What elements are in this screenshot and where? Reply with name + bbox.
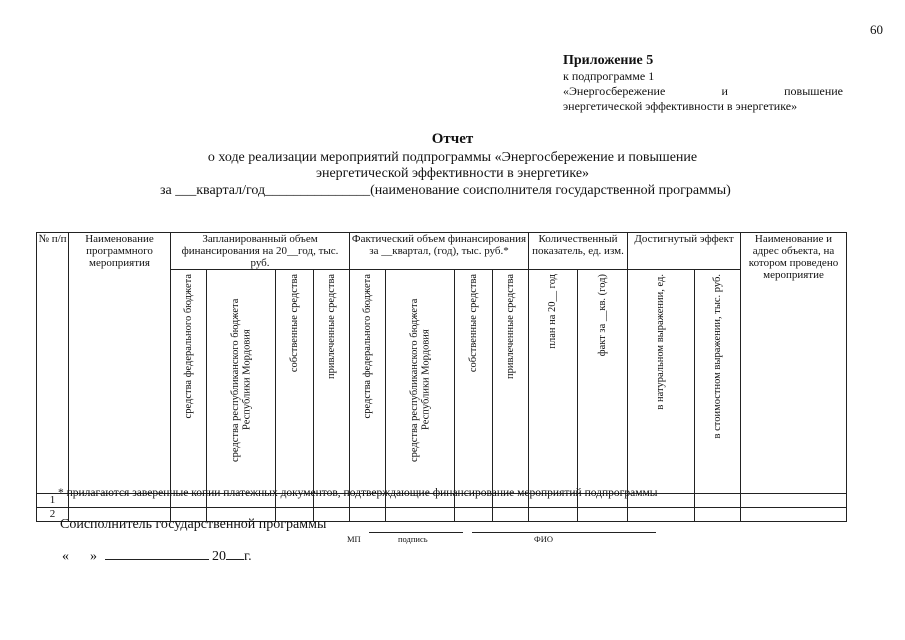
sub-header-cost: в стоимостном выражении, тыс. руб.: [695, 270, 741, 494]
header-num: № п/п: [37, 233, 69, 494]
report-subtitle-line-2: энергетической эффективности в энергетике»: [315, 166, 590, 181]
sub-header-planned-attracted: привлеченные средства: [314, 270, 350, 494]
appendix-line-2: «Энергосбережение и повышение: [563, 84, 843, 98]
appendix-line-3: энергетической эффективности в энергетике»: [563, 99, 798, 113]
sub-header-fact: факт за __кв. (год): [578, 270, 628, 494]
row-number: 2: [37, 508, 69, 522]
header-actual: Фактический объем финансирования за __квартал, (год), тыс. руб.*: [350, 233, 529, 270]
date-line: [105, 559, 209, 560]
sub-header-planned-own: собственные средства: [276, 270, 314, 494]
appendix-line-1: к подпрограмме 1: [563, 69, 655, 83]
report-subtitle: [0, 150, 905, 182]
header-planned: Запланированный объем финансирования на 20__год, тыс. руб.: [171, 233, 350, 270]
row-number: 1: [37, 494, 69, 508]
sub-header-actual-federal: средства федерального бюджета: [350, 270, 386, 494]
year-line: [226, 559, 244, 560]
signer-label: Соисполнитель государственной программы: [60, 517, 327, 532]
sub-header-planned-federal: средства федерального бюджета: [171, 270, 207, 494]
appendix-block: [563, 52, 843, 114]
sub-header-actual-own: собственные средства: [455, 270, 493, 494]
report-title: Отчет: [431, 131, 474, 147]
page-number: 60: [870, 22, 883, 37]
fio-label: ФИО: [534, 534, 553, 544]
sub-header-actual-republic: средства республиканского бюджета Республики Мордовия: [386, 270, 455, 494]
report-table: [36, 232, 847, 522]
sub-header-planned-republic: средства республиканского бюджета Республики Мордовия: [207, 270, 276, 494]
date-row: [62, 549, 252, 565]
sign-label: подпись: [398, 534, 428, 544]
date-year-prefix: 20: [212, 549, 226, 564]
header-effect: Достигнутый эффект: [628, 233, 741, 270]
mp-label: МП: [347, 534, 361, 544]
sub-header-actual-attracted: привлеченные средства: [493, 270, 529, 494]
sub-header-natural: в натуральном выражении, ед.: [628, 270, 695, 494]
signature-line: [369, 532, 463, 533]
report-period-line: за ___квартал/год_______________(наименование соисполнителя государственной программы): [160, 183, 731, 198]
date-year-suffix: г.: [244, 549, 252, 564]
header-name: Наименование программного мероприятия: [69, 233, 171, 494]
header-quantity: Количественный показатель, ед. изм.: [529, 233, 628, 270]
date-open-quote: «: [62, 549, 69, 564]
header-address: Наименование и адрес объекта, на котором проведено мероприятие: [741, 233, 847, 494]
appendix-title: Приложение 5: [563, 53, 654, 68]
footnote: * прилагаются заверенные копии платежных документов, подтверждающие финансирование мероприятий подпрограммы: [58, 487, 658, 499]
fio-line: [472, 532, 656, 533]
sub-header-plan: план на 20__ год: [529, 270, 578, 494]
report-subtitle-line-1: о ходе реализации мероприятий подпрограммы «Энергосбережение и повышение: [207, 150, 698, 165]
date-close-quote: »: [90, 549, 97, 564]
